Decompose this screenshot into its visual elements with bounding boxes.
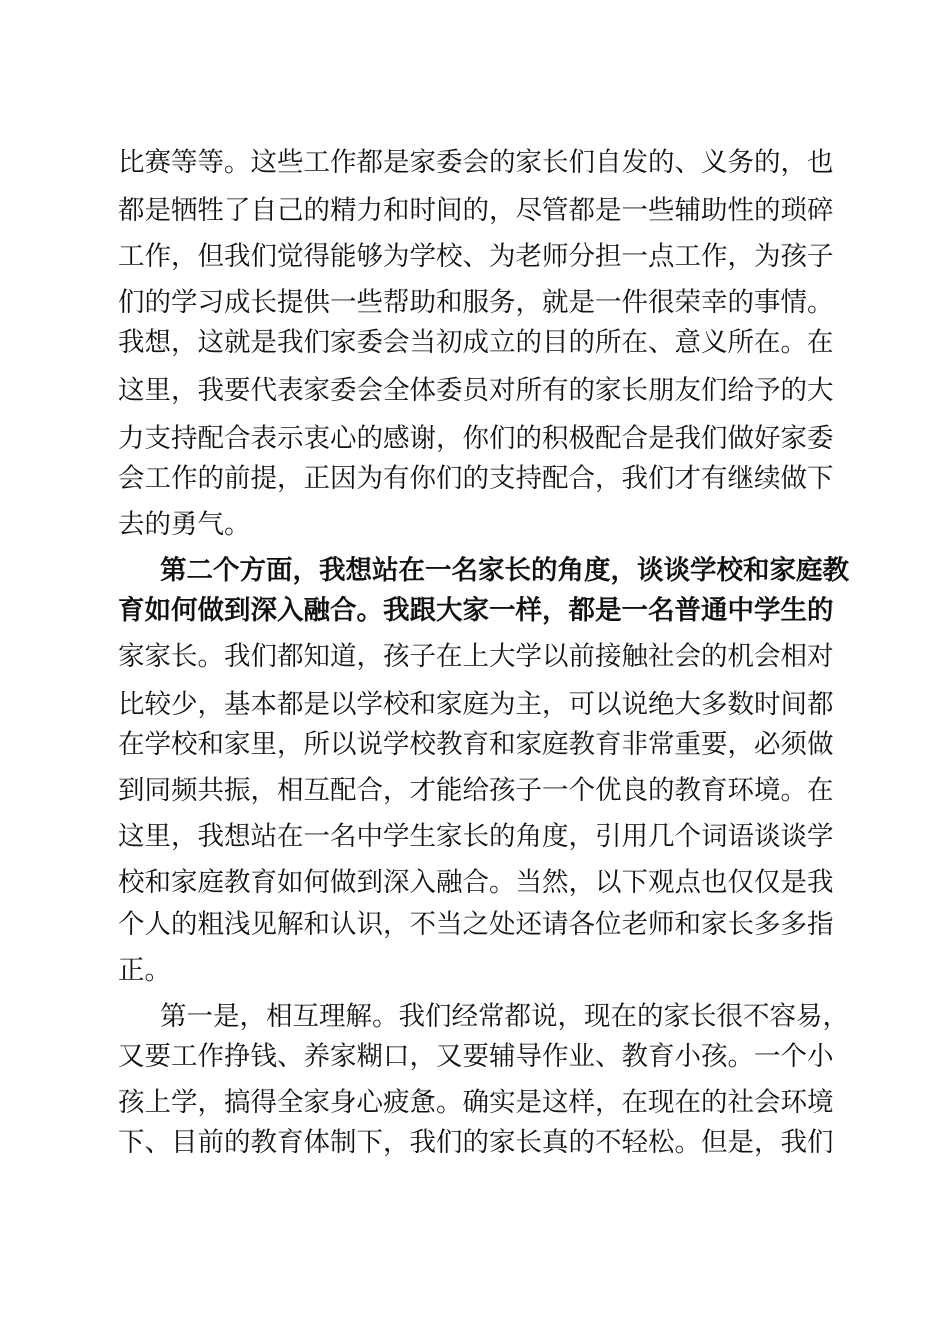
text-line: 比较少，基本都是以学校和家庭为主，可以说绝大多数时间都	[118, 689, 834, 720]
text-line: 力支持配合表示衷心的感谢，你们的积极配合是我们做好家委	[118, 423, 834, 454]
text-line: 育如何做到深入融合。我跟大家一样，都是一名普通中学生的	[118, 595, 834, 626]
text-line: 正。	[118, 955, 171, 986]
text-line: 比赛等等。这些工作都是家委会的家长们自发的、义务的，也	[118, 147, 834, 178]
text-line: 这里，我想站在一名中学生家长的角度，引用几个词语谈谈学	[118, 821, 834, 852]
text-line: 下、目前的教育体制下，我们的家长真的不轻松。但是，我们	[118, 1127, 834, 1158]
text-line: 这里，我要代表家委会全体委员对所有的家长朋友们给予的大	[118, 375, 834, 406]
text-line: 会工作的前提，正因为有你们的支持配合，我们才有继续做下	[118, 463, 834, 494]
paragraph-lead-line: 第一是，相互理解。我们经常都说，现在的家长很不容易，	[160, 1001, 849, 1032]
text-line: 孩上学，搞得全家身心疲惫。确实是这样，在现在的社会环境	[118, 1087, 834, 1118]
text-line: 们的学习成长提供一些帮助和服务，就是一件很荣幸的事情。	[118, 287, 834, 318]
text-line: 家家长。我们都知道，孩子在上大学以前接触社会的机会相对	[118, 641, 834, 672]
text-line: 又要工作挣钱、养家糊口，又要辅导作业、教育小孩。一个小	[118, 1041, 834, 1072]
text-line: 去的勇气。	[118, 509, 251, 540]
text-line: 校和家庭教育如何做到深入融合。当然，以下观点也仅仅是我	[118, 867, 834, 898]
text-line: 工作，但我们觉得能够为学校、为老师分担一点工作，为孩子	[118, 241, 834, 272]
text-line: 个人的粗浅见解和认识，不当之处还请各位老师和家长多多指	[118, 909, 834, 940]
text-line: 在学校和家里，所以说学校教育和家庭教育非常重要，必须做	[118, 729, 834, 760]
text-line: 到同频共振，相互配合，才能给孩子一个优良的教育环境。在	[118, 775, 834, 806]
paragraph-lead-line: 第二个方面，我想站在一名家长的角度，谈谈学校和家庭教	[160, 555, 849, 586]
text-line: 都是牺牲了自己的精力和时间的，尽管都是一些辅助性的琐碎	[118, 195, 834, 226]
text-line: 我想，这就是我们家委会当初成立的目的所在、意义所在。在	[118, 327, 834, 358]
